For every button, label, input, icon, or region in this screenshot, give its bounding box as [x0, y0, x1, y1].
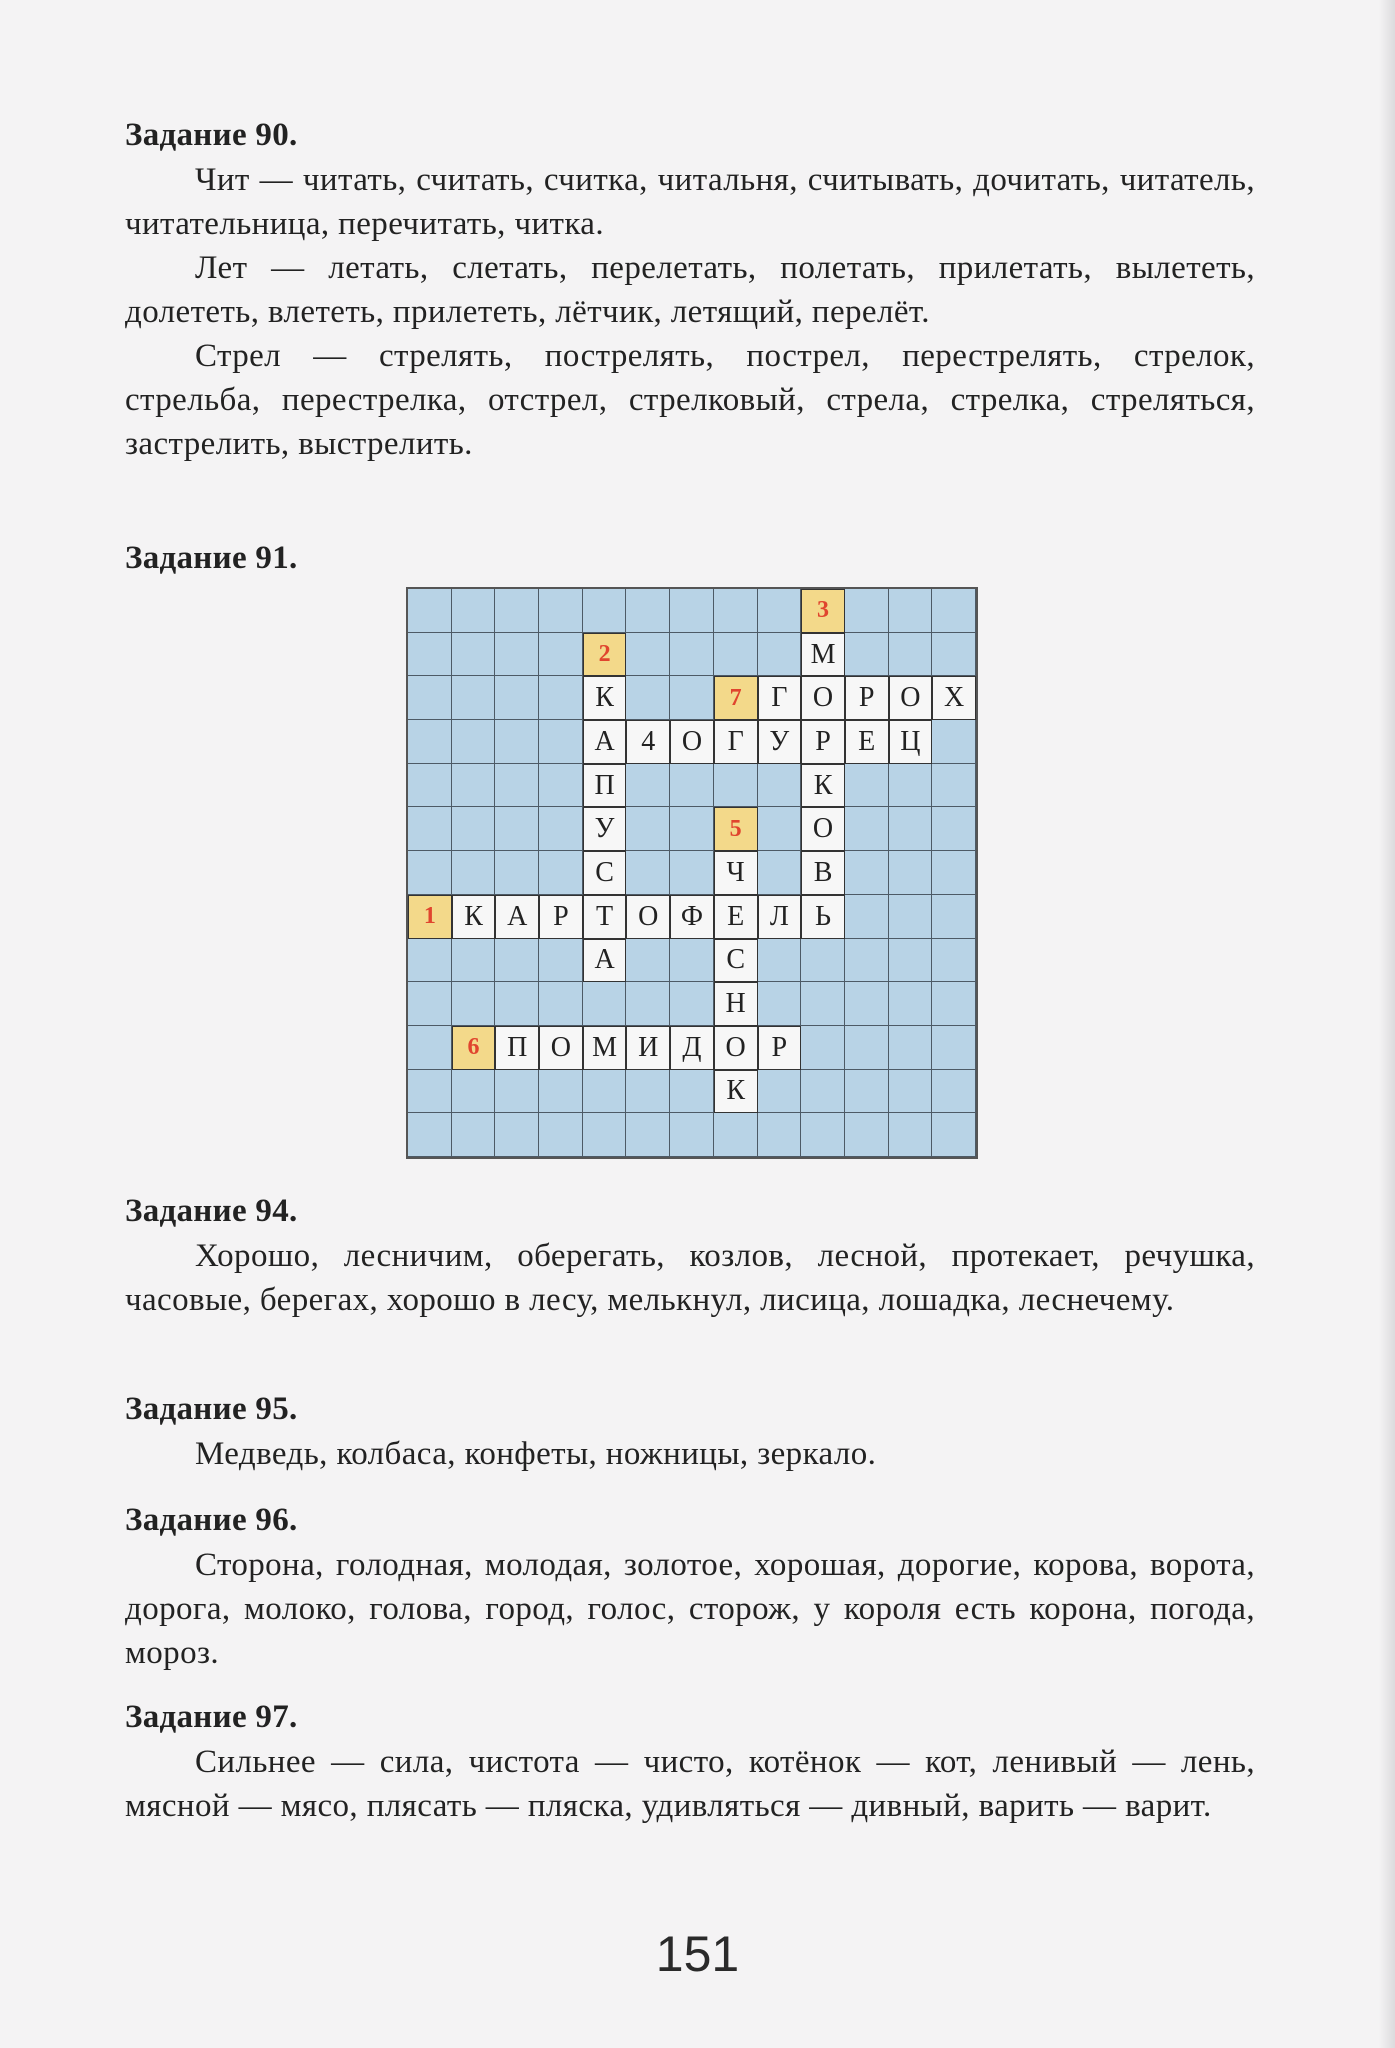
crossword-letter-cell: Л — [758, 895, 802, 939]
task-90-paragraph-2: Лет — летать, слетать, перелетать, полетать, прилетать, вылететь, долететь, влететь, прилететь, лётчик, летящий, перелёт. — [125, 250, 1255, 330]
crossword-empty-cell — [452, 939, 496, 983]
crossword-empty-cell — [452, 982, 496, 1026]
crossword-empty-cell — [714, 764, 758, 808]
crossword-empty-cell — [408, 1070, 452, 1114]
crossword-empty-cell — [758, 807, 802, 851]
crossword-empty-cell — [845, 939, 889, 983]
crossword-letter-cell: П — [583, 764, 627, 808]
crossword-empty-cell — [408, 807, 452, 851]
crossword-empty-cell — [583, 982, 627, 1026]
crossword-empty-cell — [539, 1070, 583, 1114]
crossword-letter-cell: М — [801, 633, 845, 677]
crossword-empty-cell — [583, 1113, 627, 1157]
crossword-empty-cell — [889, 764, 933, 808]
crossword-empty-cell — [932, 982, 976, 1026]
crossword-empty-cell — [670, 1070, 714, 1114]
crossword-empty-cell — [539, 720, 583, 764]
task-96-heading: Задание 96. — [125, 1502, 298, 1538]
crossword-empty-cell — [408, 939, 452, 983]
task-90-section — [125, 112, 1255, 466]
crossword-letter-cell: К — [452, 895, 496, 939]
crossword-letter-cell: К — [583, 676, 627, 720]
crossword-letter-cell: Ф — [670, 895, 714, 939]
crossword-letter-cell: Р — [845, 676, 889, 720]
crossword-letter-cell: А — [495, 895, 539, 939]
crossword-empty-cell — [758, 764, 802, 808]
task-95-section — [125, 1386, 1255, 1476]
crossword-empty-cell — [932, 895, 976, 939]
crossword-empty-cell — [845, 982, 889, 1026]
crossword-letter-cell: А — [583, 939, 627, 983]
crossword-empty-cell — [539, 939, 583, 983]
crossword-letter-cell: О — [801, 676, 845, 720]
crossword-empty-cell — [932, 1026, 976, 1070]
crossword-empty-cell — [845, 633, 889, 677]
crossword-empty-cell — [495, 807, 539, 851]
crossword-empty-cell — [539, 589, 583, 633]
crossword-empty-cell — [495, 589, 539, 633]
crossword-empty-cell — [670, 939, 714, 983]
crossword-empty-cell — [495, 676, 539, 720]
crossword-empty-cell — [626, 939, 670, 983]
crossword-empty-cell — [670, 1113, 714, 1157]
crossword-letter-cell: Т — [583, 895, 627, 939]
task-90-paragraph-3: Стрел — стрелять, пострелять, пострел, перестрелять, стрелок, стрельба, перестрелка, отстрел, стрелковый, стрела, стрелка, стреляться, застрелить, выстрелить. — [125, 338, 1255, 462]
crossword-empty-cell — [626, 851, 670, 895]
crossword-empty-cell — [801, 1026, 845, 1070]
crossword-empty-cell — [408, 720, 452, 764]
crossword-empty-cell — [670, 633, 714, 677]
crossword-empty-cell — [495, 764, 539, 808]
crossword-empty-cell — [845, 807, 889, 851]
crossword-empty-cell — [583, 1070, 627, 1114]
crossword-letter-cell: Р — [539, 895, 583, 939]
crossword-empty-cell — [845, 589, 889, 633]
crossword-letter-cell: Е — [845, 720, 889, 764]
crossword-empty-cell — [539, 807, 583, 851]
crossword-empty-cell — [495, 982, 539, 1026]
crossword-empty-cell — [758, 633, 802, 677]
task-97-paragraph: Сильнее — сила, чистота — чисто, котёнок — кот, ленивый — лень, мясной — мясо, плясать — пляска, удивляться — дивный, варить — варит. — [125, 1744, 1255, 1824]
crossword-empty-cell — [845, 1113, 889, 1157]
crossword-empty-cell — [539, 1113, 583, 1157]
crossword-empty-cell — [452, 720, 496, 764]
crossword-empty-cell — [539, 764, 583, 808]
crossword-empty-cell — [626, 764, 670, 808]
crossword-empty-cell — [626, 676, 670, 720]
crossword-empty-cell — [932, 720, 976, 764]
crossword-empty-cell — [495, 939, 539, 983]
crossword-empty-cell — [932, 939, 976, 983]
crossword-empty-cell — [889, 807, 933, 851]
crossword-empty-cell — [495, 1113, 539, 1157]
crossword-empty-cell — [932, 764, 976, 808]
task-96-paragraph: Сторона, голодная, молодая, золотое, хорошая, дорогие, корова, ворота, дорога, молоко, голова, город, голос, сторож, у короля есть корона, погода, мороз. — [125, 1547, 1255, 1671]
crossword-letter-cell: Г — [758, 676, 802, 720]
crossword-empty-cell — [495, 633, 539, 677]
crossword-empty-cell — [889, 851, 933, 895]
crossword-letter-cell: О — [714, 1026, 758, 1070]
crossword-letter-cell: Е — [714, 895, 758, 939]
task-91-heading: Задание 91. — [125, 540, 298, 576]
crossword-empty-cell — [408, 851, 452, 895]
crossword-letter-cell: О — [801, 807, 845, 851]
crossword-empty-cell — [932, 633, 976, 677]
crossword-empty-cell — [845, 1026, 889, 1070]
crossword-letter-cell: М — [583, 1026, 627, 1070]
crossword-letter-cell: Д — [670, 1026, 714, 1070]
crossword-puzzle — [406, 587, 978, 1159]
crossword-empty-cell — [758, 939, 802, 983]
crossword-empty-cell — [539, 676, 583, 720]
task-90-paragraph-1: Чит — читать, считать, считка, читальня, считывать, дочитать, читатель, читательница, перечитать, читка. — [125, 162, 1255, 242]
crossword-empty-cell — [714, 589, 758, 633]
crossword-empty-cell — [758, 851, 802, 895]
crossword-letter-cell: И — [626, 1026, 670, 1070]
crossword-empty-cell — [626, 589, 670, 633]
crossword-empty-cell — [626, 982, 670, 1026]
crossword-empty-cell — [801, 1113, 845, 1157]
crossword-letter-cell: Ь — [801, 895, 845, 939]
crossword-empty-cell — [714, 633, 758, 677]
crossword-empty-cell — [670, 676, 714, 720]
crossword-empty-cell — [495, 1070, 539, 1114]
task-96-section — [125, 1497, 1255, 1675]
crossword-empty-cell — [626, 633, 670, 677]
crossword-empty-cell — [670, 589, 714, 633]
crossword-empty-cell — [801, 1070, 845, 1114]
crossword-empty-cell — [932, 1113, 976, 1157]
crossword-letter-cell: О — [670, 720, 714, 764]
crossword-empty-cell — [889, 589, 933, 633]
crossword-empty-cell — [889, 633, 933, 677]
crossword-empty-cell — [932, 851, 976, 895]
task-95-heading: Задание 95. — [125, 1391, 298, 1427]
crossword-empty-cell — [495, 851, 539, 895]
crossword-letter-cell: Р — [801, 720, 845, 764]
crossword-letter-cell: С — [583, 851, 627, 895]
crossword-empty-cell — [932, 1070, 976, 1114]
crossword-empty-cell — [452, 676, 496, 720]
crossword-letter-cell: О — [539, 1026, 583, 1070]
crossword-empty-cell — [408, 1026, 452, 1070]
crossword-empty-cell — [845, 1070, 889, 1114]
crossword-empty-cell — [889, 895, 933, 939]
crossword-letter-cell: А — [583, 720, 627, 764]
crossword-empty-cell — [452, 851, 496, 895]
crossword-clue-number: 3 — [801, 589, 845, 633]
crossword-empty-cell — [539, 633, 583, 677]
crossword-empty-cell — [758, 589, 802, 633]
crossword-empty-cell — [889, 1070, 933, 1114]
crossword-empty-cell — [670, 851, 714, 895]
crossword-letter-cell: С — [714, 939, 758, 983]
crossword-empty-cell — [758, 982, 802, 1026]
crossword-empty-cell — [408, 982, 452, 1026]
crossword-empty-cell — [889, 939, 933, 983]
page-edge-shadow — [1379, 0, 1395, 2048]
crossword-empty-cell — [495, 720, 539, 764]
crossword-empty-cell — [758, 1113, 802, 1157]
crossword-empty-cell — [626, 1070, 670, 1114]
crossword-empty-cell — [845, 764, 889, 808]
crossword-empty-cell — [670, 982, 714, 1026]
crossword-letter-cell: Ч — [714, 851, 758, 895]
crossword-empty-cell — [801, 939, 845, 983]
crossword-clue-number: 1 — [408, 895, 452, 939]
crossword-empty-cell — [452, 764, 496, 808]
crossword-empty-cell — [539, 851, 583, 895]
crossword-empty-cell — [670, 764, 714, 808]
crossword-empty-cell — [452, 1070, 496, 1114]
crossword-empty-cell — [408, 589, 452, 633]
crossword-letter-cell: П — [495, 1026, 539, 1070]
crossword-letter-cell: У — [758, 720, 802, 764]
crossword-empty-cell — [932, 807, 976, 851]
task-97-section — [125, 1694, 1255, 1828]
crossword-letter-cell: 4 — [626, 720, 670, 764]
crossword-letter-cell: К — [801, 764, 845, 808]
crossword-empty-cell — [845, 895, 889, 939]
crossword-letter-cell: К — [714, 1070, 758, 1114]
crossword-letter-cell: Х — [932, 676, 976, 720]
crossword-empty-cell — [714, 1113, 758, 1157]
crossword-empty-cell — [889, 982, 933, 1026]
crossword-letter-cell: О — [626, 895, 670, 939]
task-90-heading: Задание 90. — [125, 117, 298, 153]
crossword-empty-cell — [801, 982, 845, 1026]
crossword-clue-number: 2 — [583, 633, 627, 677]
crossword-empty-cell — [452, 633, 496, 677]
crossword-letter-cell: Ц — [889, 720, 933, 764]
crossword-letter-cell: Р — [758, 1026, 802, 1070]
crossword-empty-cell — [670, 807, 714, 851]
crossword-empty-cell — [845, 851, 889, 895]
crossword-letter-cell: Н — [714, 982, 758, 1026]
crossword-clue-number: 6 — [452, 1026, 496, 1070]
crossword-empty-cell — [932, 589, 976, 633]
crossword-letter-cell: У — [583, 807, 627, 851]
crossword-letter-cell: В — [801, 851, 845, 895]
crossword-empty-cell — [408, 764, 452, 808]
page-number: 151 — [655, 1926, 740, 1982]
crossword-clue-number: 7 — [714, 676, 758, 720]
crossword-empty-cell — [889, 1026, 933, 1070]
crossword-empty-cell — [539, 982, 583, 1026]
crossword-empty-cell — [408, 1113, 452, 1157]
task-97-heading: Задание 97. — [125, 1699, 298, 1735]
crossword-empty-cell — [626, 1113, 670, 1157]
crossword-empty-cell — [583, 589, 627, 633]
crossword-empty-cell — [452, 1113, 496, 1157]
crossword-empty-cell — [889, 1113, 933, 1157]
crossword-letter-cell: Г — [714, 720, 758, 764]
task-95-paragraph: Медведь, колбаса, конфеты, ножницы, зеркало. — [195, 1436, 877, 1472]
crossword-empty-cell — [758, 1070, 802, 1114]
crossword-empty-cell — [626, 807, 670, 851]
crossword-grid — [406, 587, 978, 1159]
crossword-empty-cell — [408, 633, 452, 677]
crossword-clue-number: 5 — [714, 807, 758, 851]
task-94-section — [125, 1188, 1255, 1322]
task-94-heading: Задание 94. — [125, 1193, 298, 1229]
crossword-letter-cell: О — [889, 676, 933, 720]
task-94-paragraph: Хорошо, лесничим, оберегать, козлов, лесной, протекает, речушка, часовые, берегах, хорошо в лесу, мелькнул, лисица, лошадка, леснечему. — [125, 1238, 1255, 1318]
crossword-empty-cell — [408, 676, 452, 720]
crossword-empty-cell — [452, 589, 496, 633]
crossword-empty-cell — [452, 807, 496, 851]
task-91-section — [125, 535, 1255, 581]
